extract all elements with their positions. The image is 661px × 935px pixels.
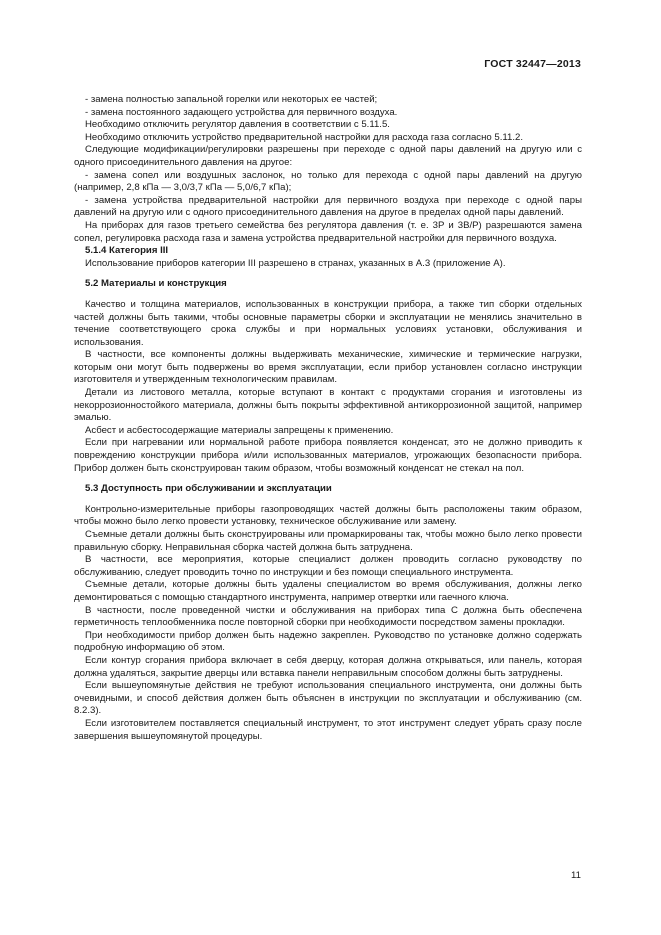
paragraph: Асбест и асбестосодержащие материалы запрещены к применению. — [85, 424, 394, 436]
paragraph: В частности, все мероприятия, которые специалист должен проводить согласно руководству по обслуживанию, следует проводить точно по инструкции и без помощи специального инструмента. — [74, 554, 582, 578]
paragraph: Если вышеупомянутые действия не требуют использования специального инструмента, они должны быть очевидными, и способ действия должен быть объяснен в инструкции по эксплуатации и обслуживанию (см. 8.2.3). — [74, 680, 582, 717]
paragraph: В частности, после проведенной чистки и обслуживания на приборах типа С должна быть обеспечена герметичность теплообменника после повторной сборки при необходимости посредством замены прокладки. — [74, 604, 582, 629]
paragraph: Если контур сгорания прибора включает в себя дверцу, которая должна открываться, или панель, которая должна удаляться, закрытие дверцы или вставка панели неправильным способом должны быть затруднены. — [74, 654, 582, 679]
section-heading-5-2: 5.2 Материалы и конструкция — [85, 278, 227, 290]
paragraph: Контрольно-измерительные приборы газопроводящих частей должны быть расположены таким образом, чтобы можно было легко провести установку, техническое обслуживание или замену. — [74, 503, 582, 528]
paragraph: Детали из листового металла, которые вступают в контакт с продуктами сгорания и изготовлены из некоррозионностойкого материала, должны быть покрыты эффективной антикоррозионной защитой, например эмалью. — [74, 387, 582, 424]
list-item: - замена постоянного задающего устройства для первичного воздуха. — [85, 106, 398, 118]
paragraph: Необходимо отключить регулятор давления в соответствии с 5.11.5. — [85, 119, 390, 131]
list-item: - замена сопел или воздушных заслонок, но только для перехода с одной пары давлений на другую (например, 2,8 кПа — 3,0/3,7 кПа — 5,0/6,7 кПа); — [74, 169, 582, 194]
paragraph: Использование приборов категории III разрешено в странах, указанных в А.3 (приложение А). — [85, 257, 506, 269]
page-number: 11 — [571, 870, 581, 881]
standard-designation: ГОСТ 32447—2013 — [484, 58, 581, 70]
list-item: - замена полностью запальной горелки или некоторых ее частей; — [85, 94, 378, 105]
list-item: - замена устройства предварительной настройки для первичного воздуха при переходе с одной пары давлений на другую или с одного присоединительного давления на другое в пределах одной пары давлений. — [74, 194, 582, 219]
paragraph: На приборах для газов третьего семейства без регулятора давления (т. е. 3Р и 3В/Р) разрешаются замена сопел, регулировка расхода газа и замена устройства предварительной настройки для первичного воздуха. — [74, 219, 582, 244]
paragraph: В частности, все компоненты должны выдерживать механические, химические и термические нагрузки, которым они могут быть подвержены во время эксплуатации, если прибор установлен согласно инструкции изготовителя и утвержденным технологическим правилам. — [74, 349, 582, 386]
paragraph: При необходимости прибор должен быть надежно закреплен. Руководство по установке должно содержать подробную информацию об этом. — [74, 629, 582, 654]
page-content — [74, 94, 582, 743]
paragraph: Если изготовителем поставляется специальный инструмент, то этот инструмент следует убрать сразу после завершения вышеупомянутой процедуры. — [74, 717, 582, 742]
paragraph: Если при нагревании или нормальной работе прибора появляется конденсат, это не должно приводить к повреждению конструкции прибора и/или использованных материалов, угрожающих безопасности прибора. Прибор должен быть сконструирован таким образом, чтобы возможный конденсат не стекал на пол. — [74, 437, 582, 474]
section-heading-5-1-4: 5.1.4 Категория III — [85, 245, 169, 257]
paragraph: Съемные детали должны быть сконструированы или промаркированы так, чтобы можно было легко провести правильную сборку. Неправильная сборка частей должна быть затруднена. — [74, 529, 582, 553]
section-heading-5-3: 5.3 Доступность при обслуживании и эксплуатации — [85, 483, 332, 495]
paragraph: Необходимо отключить устройство предварительной настройки для расхода газа согласно 5.11.2. — [85, 131, 523, 143]
paragraph: Съемные детали, которые должны быть удалены специалистом во время обслуживания, должны легко демонтироваться с помощью стандартного инструмента, например отвертки или гаечного ключа. — [74, 579, 582, 603]
paragraph: Следующие модификации/регулировки разрешены при переходе с одной пары давлений на другую или с одного присоединительного давления на другое: — [74, 144, 582, 168]
paragraph: Качество и толщина материалов, использованных в конструкции прибора, а также тип сборки отдельных частей должны быть такими, чтобы основные параметры сборки и эксплуатации не менялись значительно в течение соответствующего срока службы и при нормальных условиях установки, обслуживания и использования. — [74, 298, 582, 348]
